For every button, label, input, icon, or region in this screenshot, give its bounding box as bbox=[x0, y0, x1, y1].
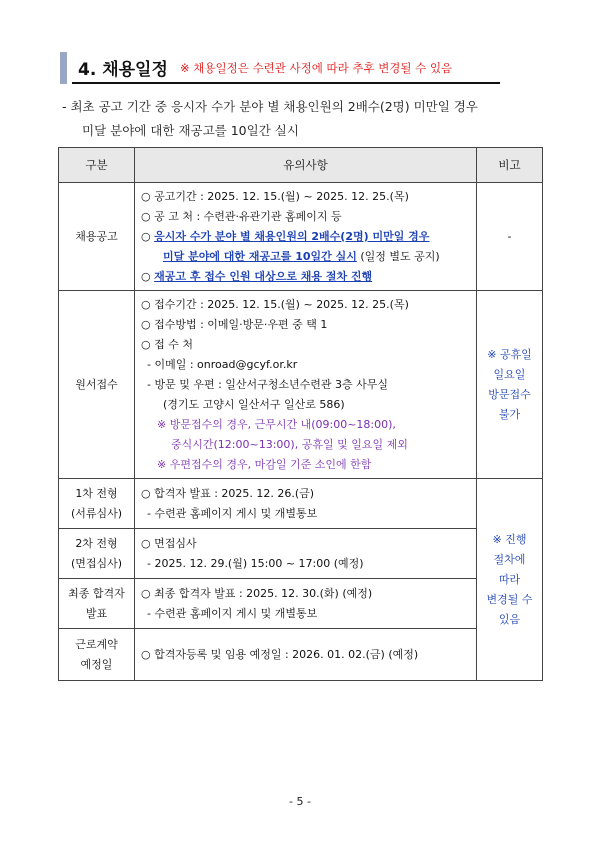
highlight-text: 재공고 후 접수 인원 대상으로 채용 절차 진행 bbox=[154, 269, 373, 283]
header-notes: 유의사항 bbox=[135, 148, 477, 183]
highlight-text: 응시자 수가 분야 별 채용인원의 2배수(2명) 미만일 경우 bbox=[154, 229, 430, 243]
row-details bbox=[135, 579, 477, 629]
label-line: 최종 합격자 bbox=[68, 586, 125, 600]
label-line: 2차 전형 bbox=[75, 536, 118, 550]
remark-line: 절차에 bbox=[493, 552, 526, 566]
detail-line: - 수련관 홈페이지 게시 및 개별통보 bbox=[147, 506, 318, 520]
remark-line: 변경될 수 bbox=[486, 592, 533, 606]
detail-line: - 방문 및 우편 : 일산서구청소년수련관 3층 사무실 bbox=[147, 377, 389, 391]
header-category: 구분 bbox=[59, 148, 135, 183]
row-details bbox=[135, 529, 477, 579]
remark-line: ※ 진행 bbox=[492, 532, 527, 546]
detail-line: ○ 접수기간 : 2025. 12. 15.(월) ~ 2025. 12. 25.(목) bbox=[141, 297, 409, 311]
row-label bbox=[59, 479, 135, 529]
row-label bbox=[59, 529, 135, 579]
detail-line: (경기도 고양시 일산서구 일산로 586) bbox=[163, 397, 345, 411]
detail-line: - 2025. 12. 29.(월) 15:00 ~ 17:00 (예정) bbox=[147, 556, 364, 570]
row-label: 원서접수 bbox=[59, 291, 135, 479]
detail-line: 중식시간(12:00~13:00), 공휴일 및 일요일 제외 bbox=[171, 437, 408, 451]
detail-line: ※ 방문접수의 경우, 근무시간 내(09:00~18:00), bbox=[157, 417, 396, 431]
bullet: ○ bbox=[141, 269, 155, 283]
remark-line: 방문접수 bbox=[488, 387, 531, 401]
row-remark bbox=[477, 291, 543, 479]
detail-line bbox=[141, 247, 472, 267]
section-heading bbox=[60, 52, 500, 84]
table-row-contract bbox=[59, 629, 543, 681]
remark-line: ※ 공휴일 bbox=[487, 347, 532, 361]
table-row-interview bbox=[59, 529, 543, 579]
section-title: 4. 채용일정 bbox=[78, 60, 168, 80]
page-number: - 5 - bbox=[289, 795, 311, 808]
detail-line: ○ 공 고 처 : 수련관·유관기관 홈페이지 등 bbox=[141, 209, 342, 223]
row-label bbox=[59, 629, 135, 681]
label-line: (서류심사) bbox=[70, 506, 123, 520]
remark-line: 따라 bbox=[498, 572, 521, 586]
detail-text: (일정 별도 공지) bbox=[356, 249, 440, 263]
label-line: 예정일 bbox=[80, 657, 113, 671]
remark-line: 있음 bbox=[498, 612, 521, 626]
detail-line: ○ 최종 합격자 발표 : 2025. 12. 30.(화) (예정) bbox=[141, 586, 373, 600]
table-row-job-posting bbox=[59, 183, 543, 291]
row-label: 채용공고 bbox=[59, 183, 135, 291]
detail-line bbox=[141, 267, 472, 287]
table-row-first-screening bbox=[59, 479, 543, 529]
row-remark: - bbox=[477, 183, 543, 291]
label-line: 근로계약 bbox=[75, 637, 118, 651]
intro-paragraph bbox=[62, 95, 552, 143]
intro-line-2: 미달 분야에 대한 재공고를 10일간 실시 bbox=[82, 123, 299, 138]
remark-line: 불가 bbox=[498, 407, 521, 421]
detail-line: ○ 공고기간 : 2025. 12. 15.(월) ~ 2025. 12. 25.(목) bbox=[141, 189, 409, 203]
header-remarks: 비고 bbox=[477, 148, 543, 183]
table-row-final-announcement bbox=[59, 579, 543, 629]
detail-line: ○ 면접심사 bbox=[141, 536, 197, 550]
row-details bbox=[135, 183, 477, 291]
detail-line: ○ 접 수 처 bbox=[141, 337, 193, 351]
bullet: ○ bbox=[141, 229, 155, 243]
highlight-text: 미달 분야에 대한 재공고를 10일간 실시 bbox=[163, 249, 357, 263]
heading-accent-bar bbox=[60, 52, 67, 84]
detail-line: ○ 합격자 발표 : 2025. 12. 26.(금) bbox=[141, 486, 315, 500]
table-header-row bbox=[59, 148, 543, 183]
row-details bbox=[135, 479, 477, 529]
row-details bbox=[135, 629, 477, 681]
detail-line: ○ 합격자등록 및 임용 예정일 : 2026. 01. 02.(금) (예정) bbox=[141, 647, 419, 661]
table-row-application bbox=[59, 291, 543, 479]
row-details bbox=[135, 291, 477, 479]
remark-line: 일요일 bbox=[493, 367, 526, 381]
detail-line: ※ 우편접수의 경우, 마감일 기준 소인에 한함 bbox=[157, 457, 372, 471]
section-note: ※ 채용일정은 수련관 사정에 따라 추후 변경될 수 있음 bbox=[180, 61, 453, 75]
detail-line: ○ 접수방법 : 이메일·방문·우편 중 택 1 bbox=[141, 317, 328, 331]
detail-line: - 수련관 홈페이지 게시 및 개별통보 bbox=[147, 606, 318, 620]
heading-underline bbox=[72, 82, 500, 84]
row-label bbox=[59, 579, 135, 629]
label-line: (면접심사) bbox=[70, 556, 123, 570]
detail-line: - 이메일 : onroad@gcyf.or.kr bbox=[147, 357, 298, 371]
label-line: 발표 bbox=[85, 606, 108, 620]
intro-line-1: - 최초 공고 기간 중 응시자 수가 분야 별 채용인원의 2배수(2명) 미만일 경우 bbox=[62, 99, 478, 114]
label-line: 1차 전형 bbox=[75, 486, 118, 500]
schedule-table bbox=[58, 147, 543, 681]
detail-line bbox=[141, 227, 472, 247]
merged-remark bbox=[477, 479, 543, 681]
